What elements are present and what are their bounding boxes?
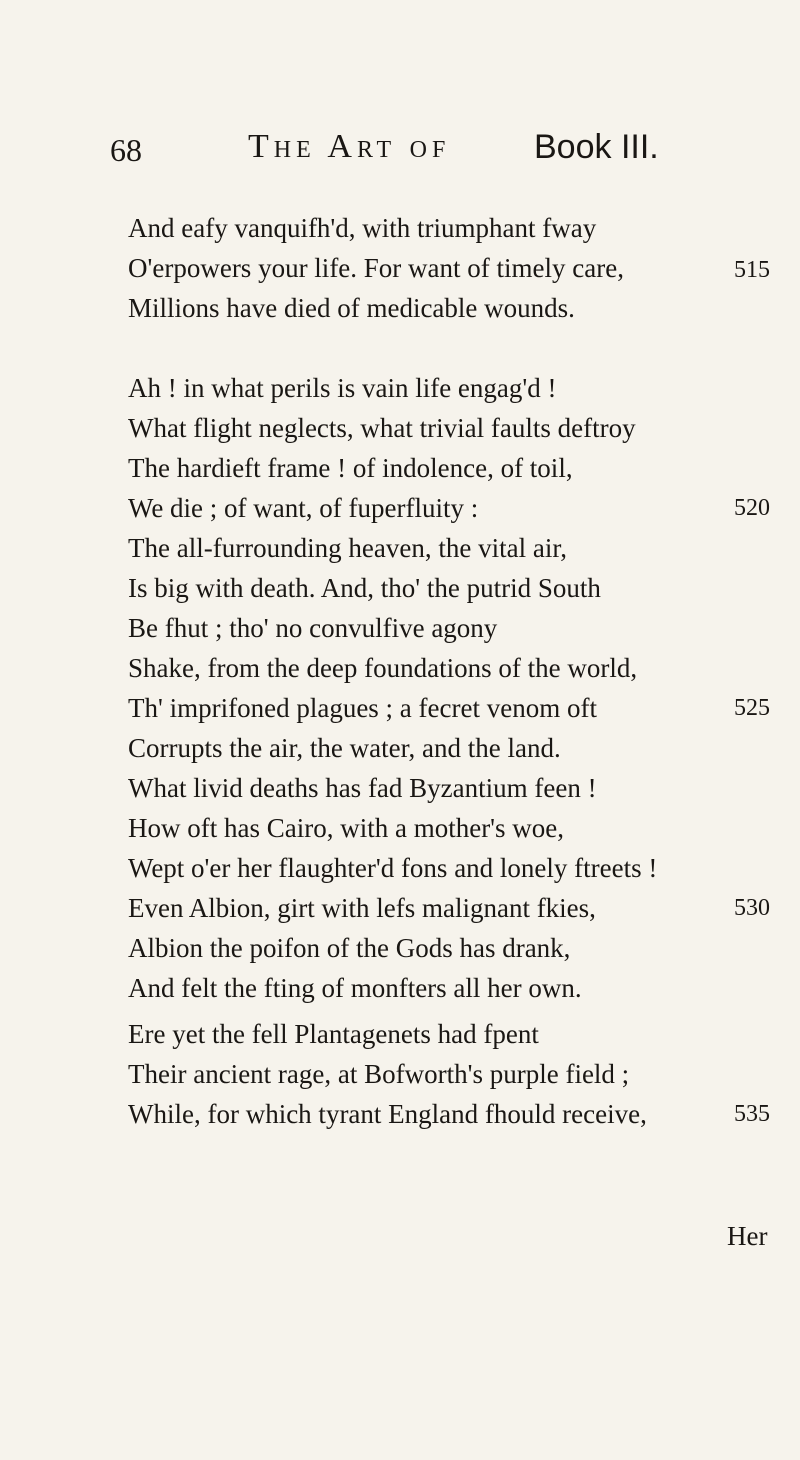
line-number: 520 (734, 495, 770, 521)
line-number: 535 (734, 1101, 770, 1127)
verse-line: Their ancient rage, at Bofworth's purple field ; (128, 1059, 630, 1089)
page-number: 68 (110, 132, 142, 168)
verse-line: And felt the fting of monfters all her own. (128, 973, 582, 1003)
stanza-3 (128, 1014, 688, 1134)
book-label: Book III. (534, 128, 659, 166)
page-header (0, 128, 800, 178)
verse-line: We die ; of want, of fuperfluity : (128, 493, 479, 523)
verse-line: Corrupts the air, the water, and the land. (128, 733, 561, 763)
verse-line: Shake, from the deep foundations of the world, (128, 653, 638, 683)
verse-line: O'erpowers your life. For want of timely care, (128, 253, 624, 283)
catchword: Her (727, 1221, 768, 1251)
verse-line: Ere yet the fell Plantagenets had fpent (128, 1019, 539, 1049)
line-number: 525 (734, 695, 770, 721)
verse-line: The hardieft frame ! of indolence, of toil, (128, 453, 573, 483)
verse-line: The all-furrounding heaven, the vital air, (128, 533, 568, 563)
verse-line: Wept o'er her flaughter'd fons and lonely ftreets ! (128, 853, 658, 883)
verse-line: Ah ! in what perils is vain life engag'd ! (128, 373, 557, 403)
line-number: 530 (734, 895, 770, 921)
verse-line: And eafy vanquifh'd, with triumphant fway (128, 213, 597, 243)
stanza-2 (128, 368, 688, 1008)
line-number: 515 (734, 257, 770, 283)
verse-line: Be fhut ; tho' no convulfive agony (128, 613, 498, 643)
verse-line: Even Albion, girt with lefs malignant fkies, (128, 893, 596, 923)
verse-line: How oft has Cairo, with a mother's woe, (128, 813, 565, 843)
running-title: The Art of (248, 128, 451, 165)
verse-line: Millions have died of medicable wounds. (128, 293, 575, 323)
verse-line: Albion the poifon of the Gods has drank, (128, 933, 571, 963)
verse-line: Is big with death. And, tho' the putrid South (128, 573, 601, 603)
verse-line: What livid deaths has fad Byzantium feen ! (128, 773, 597, 803)
verse-line: Th' imprifoned plagues ; a fecret venom oft (128, 693, 597, 723)
verse-line: What flight neglects, what trivial faults deftroy (128, 413, 636, 443)
stanza-1 (128, 208, 688, 328)
verse-line: While, for which tyrant England fhould receive, (128, 1099, 647, 1129)
